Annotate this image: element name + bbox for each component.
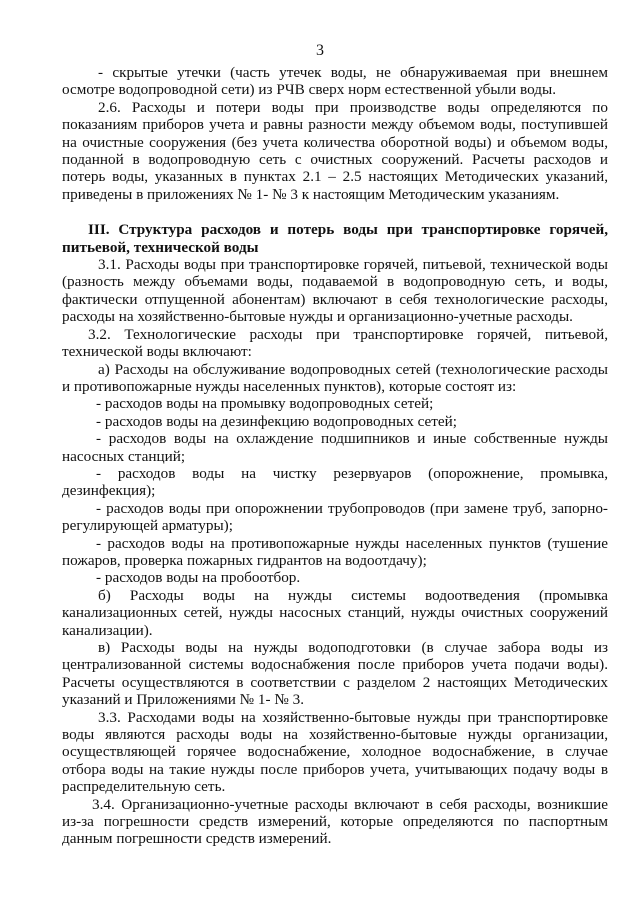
paragraph-3-3: 3.3. Расходами воды на хозяйственно-бытовые нужды при транспортировке воды являются расходы воды на хозяйственно-бытовые нужды организации, осуществляющей горячее водоснабжение, холодное водоснабжение, в случае отбора воды на такие нужды после приборов учета, учитывающих подачу воды в распределительную сеть. (62, 708, 608, 796)
list-item: - расходов воды на охлаждение подшипников и иные собственные нужды насосных станций; (62, 430, 608, 465)
paragraph-hidden-leaks: - скрытые утечки (часть утечек воды, не обнаруживаемая при внешнем осмотре водопроводной сети) из РЧВ сверх норм естественной убыли воды. (62, 64, 608, 99)
spacer (62, 203, 608, 221)
list-item: - расходов воды при опорожнении трубопроводов (при замене труб, запорно-регулирующей арматуры); (62, 499, 608, 535)
paragraph-3-2: 3.2. Технологические расходы при транспортировке горячей, питьевой, технической воды включают: (62, 325, 608, 361)
page-body (62, 64, 608, 848)
paragraph-b: б) Расходы воды на нужды системы водоотведения (промывка канализационных сетей, нужды насосных станций, нужды очистных сооружений канализации). (62, 586, 608, 639)
paragraph-2-6: 2.6. Расходы и потери воды при производстве воды определяются по показаниям приборов учета и равны разности между объемом воды, поступившей на очистные сооружения (без учета количества оборотной воды) и объемом воды, поданной в водопроводную сеть с очистных сооружений. Расчеты расходов и потерь воды, указанных в пунктах 2.1 – 2.5 настоящих Методических указаний, приведены в приложениях № 1- № 3 к настоящим Методическим указаниям. (62, 98, 608, 203)
paragraph-v: в) Расходы воды на нужды водоподготовки (в случае забора воды из централизованной системы водоснабжения после приборов учета подачи воды). Расчеты осуществляются в соответствии с разделом 2 настоящих Методических указаний и Приложениями № 1- № 3. (62, 639, 608, 709)
list-item: - расходов воды на дезинфекцию водопроводных сетей; (96, 412, 457, 430)
list-item: - расходов воды на противопожарные нужды населенных пунктов (тушение пожаров, проверка пожарных гидрантов на водоотдачу); (62, 534, 608, 569)
paragraph-3-4: 3.4. Организационно-учетные расходы включают в себя расходы, возникшие из-за погрешности средств измерений, которые определяются по паспортным данным погрешности средств измерений. (62, 795, 608, 848)
list-item: - расходов воды на промывку водопроводных сетей; (96, 395, 434, 413)
section-heading-iii: III. Структура расходов и потерь воды при транспортировке горячей, питьевой, технической воды (62, 221, 608, 256)
paragraph-3-1: 3.1. Расходы воды при транспортировке горячей, питьевой, технической воды (разность между объемами воды, подаваемой в водопроводную сеть, и воды, фактически отпущенной абонентам) включают в себя технологические расходы, расходы на хозяйственно-бытовые нужды и организационно-учетные расходы. (62, 256, 608, 326)
list-item: - расходов воды на чистку резервуаров (опорожнение, промывка, дезинфекция); (62, 464, 608, 500)
page-number: 3 (316, 42, 324, 59)
list-item: - расходов воды на пробоотбор. (96, 569, 301, 587)
paragraph-a: а) Расходы на обслуживание водопроводных сетей (технологические расходы и противопожарные нужды населенных пунктов), которые состоят из: (62, 360, 608, 395)
